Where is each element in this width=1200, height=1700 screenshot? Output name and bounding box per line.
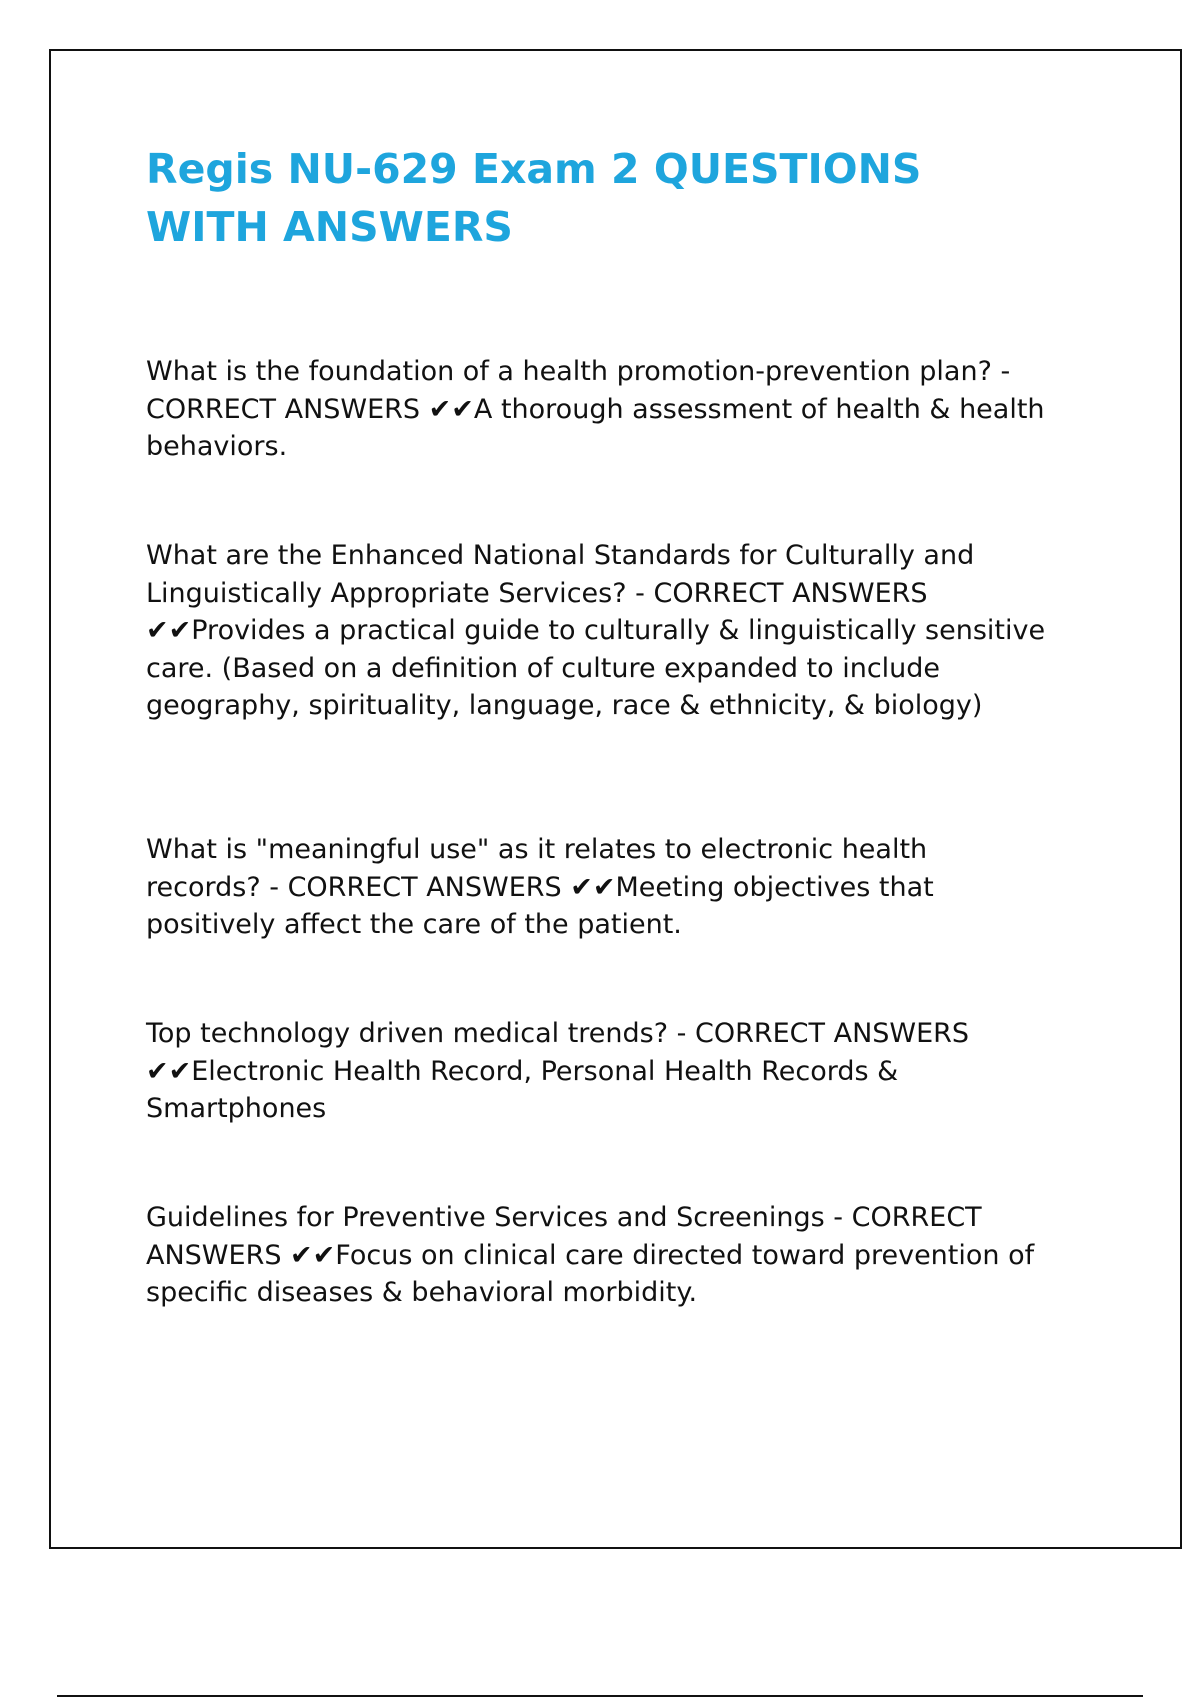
question-text: Guidelines for Preventive Services and Screenings - <box>146 1202 844 1233</box>
answer-text: Electronic Health Record, Personal Health Records & Smartphones <box>146 1055 899 1124</box>
qa-entry <box>146 353 1066 466</box>
answer-label: CORRECT ANSWERS ✔✔ <box>146 577 928 646</box>
bottom-rule <box>57 1695 1143 1697</box>
document-title: Regis NU-629 Exam 2 QUESTIONS WITH ANSWERS <box>146 145 922 251</box>
answer-text: A thorough assessment of health & health behaviors. <box>146 393 1045 462</box>
page-frame <box>49 49 1182 1549</box>
qa-entry <box>146 1199 1096 1312</box>
qa-entry <box>146 1015 1046 1128</box>
answer-text: Provides a practical guide to culturally & linguistically sensitive care. (Based on a definition of culture expanded to include geography, spirituality, language, race & ethnicity, & biology) <box>146 615 1046 721</box>
answer-label: CORRECT ANSWERS ✔✔ <box>146 1018 970 1087</box>
qa-entry <box>146 537 1066 725</box>
question-text: What is "meaningful use" as it relates to electronic health records? - <box>146 834 928 903</box>
answer-label: CORRECT ANSWERS ✔✔ <box>287 871 616 903</box>
answer-label: CORRECT ANSWERS ✔✔ <box>146 1202 982 1271</box>
answer-text: Focus on clinical care directed toward prevention of specific diseases & behavioral morbidity. <box>146 1239 1035 1308</box>
answer-text: Meeting objectives that positively affect the care of the patient. <box>146 871 934 940</box>
qa-entry <box>146 831 1026 944</box>
question-text: Top technology driven medical trends? - <box>146 1018 687 1049</box>
question-text: What are the Enhanced National Standards for Culturally and Linguistically Appropriate Services? - <box>146 540 975 609</box>
answer-label: CORRECT ANSWERS ✔✔ <box>146 393 474 425</box>
question-text: What is the foundation of a health promotion-prevention plan? - <box>146 356 1011 387</box>
